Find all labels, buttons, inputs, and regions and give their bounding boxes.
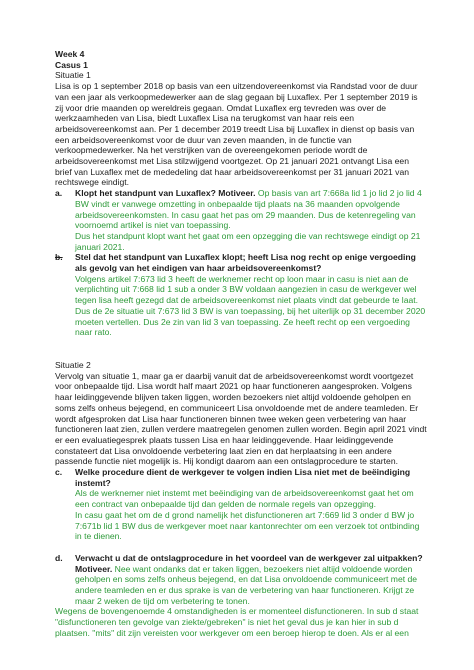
question-c-text: Welke procedure dient de werkgever te volgen indien Lisa niet met de beëindiging instemt? — [75, 467, 411, 488]
answer-a-inline: Op basis van art 7:668a lid 1 jo lid 2 jo lid 4 BW vindt er vanwege omzetting in onbepaalde tijd plaats na 36 maanden opvolgende arbeidsovereenkomsten. In casu gaat het pas om 29 maanden. Dus de ketenregeling van voornoemd artikel is niet van toepassing. — [75, 188, 422, 231]
document-body — [55, 49, 427, 639]
answer-c-part2: In casu gaat het om de d grond namelijk het disfunctioneren art 7:669 lid 3 onder d BW jo 7:671b lid 1 BW dus de werkgever moet naar kantonrechter om een verzoek tot ontbinding in te dienen. — [75, 509, 420, 542]
answer-a-conclusion: Dus het standpunt klopt want het gaat om een opzegging die van rechtswege eindigt op 21 januari 2021. — [75, 230, 421, 252]
answer-c-part1: Als de werknemer niet instemt met beëindiging van de arbeidsovereenkomst gaat het om een contract van onbepaalde tijd dan gelden de normale regels van opzegging. — [75, 488, 414, 510]
answer-d-continued: Wegens de bovengenoemde 4 omstandigheden is er momenteel disfunctioneren. In sub d staat "disfunctioneren ten gevolge van ziekte/gebreken" is niet het geval dus je kan hier in sub d plaatsen. "mits" dit zijn vereisten voor werkgever om een beroep hierop te doen. Als er al een — [55, 606, 419, 638]
question-b-letter: b. — [55, 252, 63, 263]
question-b-text: Stel dat het standpunt van Luxaflex klopt; heeft Lisa nog recht op enige vergoeding als gevolg van het eindigen van haar arbeidsovereenkomst? — [75, 252, 416, 274]
question-b — [55, 252, 427, 338]
question-c-letter: c. — [55, 467, 63, 478]
answer-d-inline: Nee want ondanks dat er taken liggen, bezoekers niet altijd voldoende worden geholpen en soms zelfs onheus bejegend, en dat Lisa onvoldoende communiceert met de andere teamleden en er dus sprake is van de verbetering van haar functioneren. Krijgt ze maar 2 weken de tijd om verbetering te tonen. — [75, 563, 418, 606]
situation2-heading: Situatie 2 — [55, 359, 91, 370]
situation2-paragraph: Vervolg van situatie 1, maar ga er daarbij vanuit dat de arbeidsovereenkomst wordt voortgezet voor onbepaalde tijd. Lisa wordt half maart 2021 op haar functioneren aangesproken. Volgens haar leidinggevende blijven taken liggen, worden bezoekers niet altijd voldoende geholpen en soms zelfs onheus bejegend, en communiceert Lisa onvoldoende met de andere teamleden. Er wordt afgesproken dat Lisa haar functioneren binnen twee weken geen verbetering van haar functioneren laat zien, zullen verdere maatregelen genomen zullen worden. Begin april 2021 vindt er een evaluatiegesprek plaats tussen Lisa en haar leidinggevende. Haar leidinggevende constateert dat Lisa onvoldoende verbetering laat zien en dat herplaatsing in een andere passende functie niet mogelijk is. Hij kondigt daarom aan een ontslagprocedure te starten. — [55, 370, 427, 467]
question-d-text: Verwacht u dat de ontslagprocedure in het voordeel van de werkgever zal uitpakken? Motiveer. — [75, 552, 423, 574]
question-a-text: Klopt het standpunt van Luxaflex? Motiveer. — [75, 188, 256, 199]
question-a — [55, 188, 427, 252]
case-heading: Casus 1 — [55, 59, 88, 70]
question-c — [55, 467, 427, 542]
situation1-heading: Situatie 1 — [55, 70, 91, 81]
week-heading: Week 4 — [55, 49, 85, 59]
situation1-paragraph: Lisa is op 1 september 2018 op basis van een uitzendovereenkomst via Randstad voor de duur van een jaar als verkoopmedewerker aan de slag gegaan bij Luxaflex. Per 1 september 2019 is zij voor drie maanden op wereldreis gegaan. Omdat Luxaflex erg tevreden was over de werkzaamheden van Lisa, biedt Luxaflex Lisa na terugkomst van haar reis een arbeidsovereenkomst aan. Per 1 december 2019 treedt Lisa bij Luxaflex in dienst op basis van een arbeidsovereenkomst voor de duur van zeven maanden, in de functie van verkoopmedewerker. Na het verstrijken van de overeengekomen periode wordt de arbeidsovereenkomst met Lisa stilzwijgend voortgezet. Op 21 januari 2021 ontvangt Lisa een brief van Luxaflex met de mededeling dat haar arbeidsovereenkomst per 31 januari 2021 van rechtswege eindigt. — [55, 81, 418, 188]
question-a-letter: a. — [55, 188, 63, 199]
question-d — [55, 553, 427, 607]
answer-b: Volgens artikel 7:673 lid 3 heeft de werknemer recht op loon maar in casu is niet aan de verplichting uit 7:668 lid 1 sub a onder 3 BW voldaan aangezien in casu de werkgever wel tegen lisa heeft gezegd dat de arbeidsovereenkomst niet plaats vindt dat gebeurde te laat. Dus de 2e situatie uit 7:673 lid 3 BW is van toepassing, bij het uiterlijk op 31 december 2020 moeten vertellen. Dus 2e zin van lid 3 van toepassing. Ze heeft recht op een vergoeding naar rato. — [75, 273, 426, 338]
question-d-letter: d. — [55, 552, 63, 563]
